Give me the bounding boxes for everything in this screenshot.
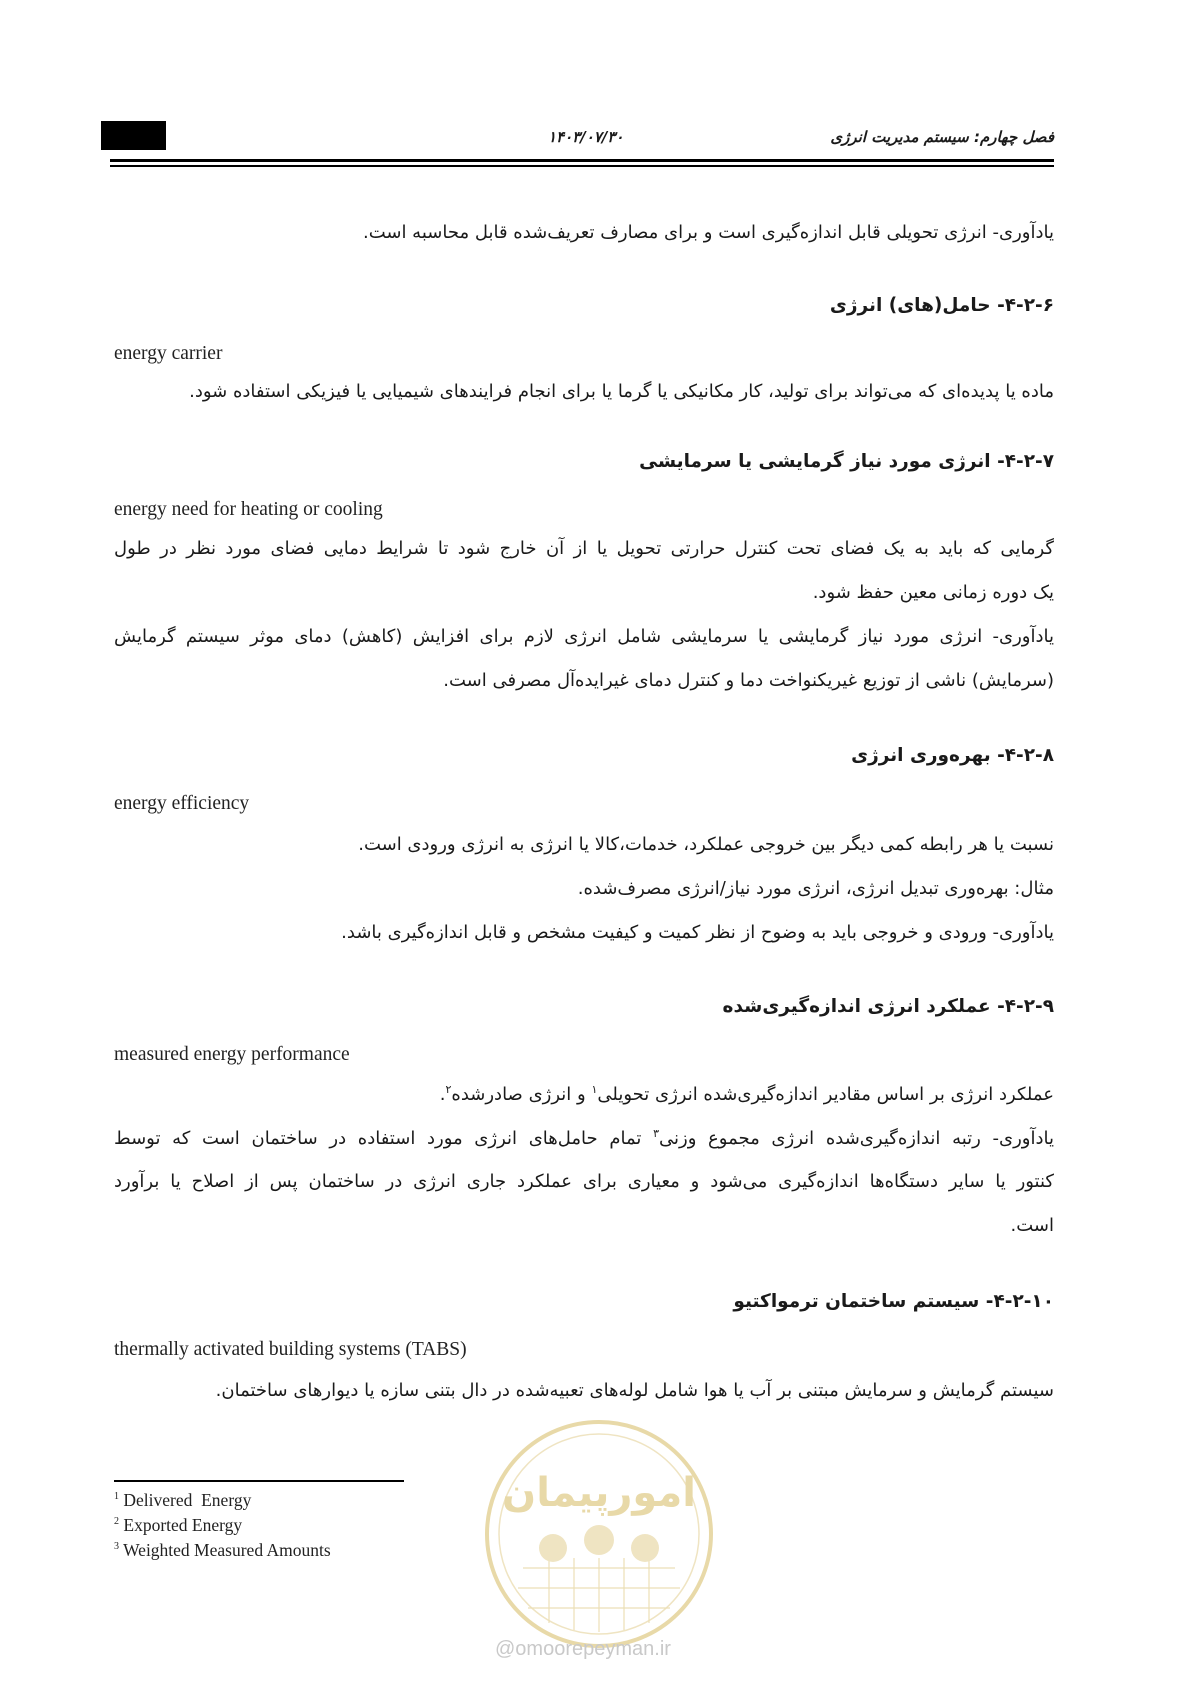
section-heading: ۴-۲-۱۰- سیستم ساختمان ترمواکتیو	[733, 1291, 1054, 1312]
definition-text	[440, 1083, 1054, 1105]
term-english: energy carrier	[114, 343, 223, 364]
footnote-item	[114, 1515, 242, 1536]
note-text-line: کنتور یا سایر دستگاه‌ها اندازه‌گیری می‌شود و معیاری برای عملکرد جاری انرژی در ساختمان پس از اصلاح یا برآورد	[114, 1171, 1054, 1192]
note-text-part: تمام حامل‌های انرژی مورد استفاده در ساختمان است که توسط	[114, 1128, 654, 1149]
footnote-ref: ۱	[591, 1083, 598, 1096]
note-text: یادآوری- ورودی و خروجی باید به وضوح از نظر کمیت و کیفیت مشخص و قابل اندازه‌گیری باشد.	[341, 922, 1054, 943]
definition-text: ماده یا پدیده‌ای که می‌تواند برای تولید، کار مکانیکی یا گرما یا برای انجام فرایندهای شیمیایی یا فیزیکی استفاده شود.	[189, 381, 1054, 402]
definition-text-part: و انرژی صادرشده	[451, 1084, 592, 1105]
header-chapter-title: فصل چهارم: سیستم مدیریت انرژی	[830, 128, 1054, 146]
footnote-number: 1	[114, 1491, 119, 1503]
definition-text-line: یک دوره زمانی معین حفظ شود.	[812, 582, 1054, 603]
term-english: energy need for heating or cooling	[114, 499, 383, 520]
header-rule-thick	[110, 159, 1054, 162]
note-text-line	[114, 1127, 1054, 1149]
footnote-text: Weighted Measured Amounts	[123, 1540, 331, 1560]
footnote-separator	[114, 1480, 404, 1482]
section-heading: ۴-۲-۹- عملکرد انرژی اندازه‌گیری‌شده	[722, 996, 1054, 1017]
note-text-part: یادآوری- رتبه اندازه‌گیری‌شده انرژی مجموع وزنی	[658, 1128, 1055, 1149]
note-text-line: (سرمایش) ناشی از توزیع غیریکنواخت دما و کنترل دمای غیرایده‌آل مصرفی است.	[443, 670, 1054, 691]
definition-text-part: عملکرد انرژی بر اساس مقادیر اندازه‌گیری‌شده انرژی تحویلی	[597, 1084, 1054, 1105]
header-black-block	[101, 121, 166, 150]
section-heading: ۴-۲-۷- انرژی مورد نیاز گرمایشی یا سرمایشی	[639, 451, 1054, 472]
footnote-number: 2	[114, 1516, 119, 1528]
definition-text-part: .	[439, 1084, 446, 1105]
footnote-text: Exported Energy	[123, 1515, 243, 1535]
footnote-ref: ۲	[445, 1083, 452, 1096]
watermark-stamp	[483, 1418, 715, 1650]
section-heading: ۴-۲-۶- حامل(های) انرژی	[829, 295, 1054, 316]
term-english: measured energy performance	[114, 1044, 350, 1065]
section-heading: ۴-۲-۸- بهره‌وری انرژی	[851, 745, 1054, 766]
definition-text: نسبت یا هر رابطه کمی دیگر بین خروجی عملکرد، خدمات،کالا یا انرژی به انرژی ورودی است.	[358, 834, 1054, 855]
header-date: ۱۴۰۳/۰۷/۳۰	[548, 128, 624, 146]
term-english: energy efficiency	[114, 793, 250, 814]
watermark-site: @omoorepeyman.ir	[495, 1638, 671, 1660]
paragraph-note: یادآوری- انرژی تحویلی قابل اندازه‌گیری است و برای مصارف تعریف‌شده قابل محاسبه است.	[362, 222, 1054, 243]
example-text: مثال: بهره‌وری تبدیل انرژی، انرژی مورد نیاز/انرژی مصرف‌شده.	[577, 878, 1054, 899]
footnote-number: 3	[114, 1541, 119, 1553]
definition-text-line: گرمایی که باید به یک فضای تحت کنترل حرارتی تحویل یا از آن خارج شود تا شرایط دمایی فضای مورد نظر در طول	[114, 538, 1054, 559]
footnote-text: Delivered Energy	[123, 1490, 252, 1510]
watermark-logo-text: امورپیمان	[502, 1470, 696, 1516]
note-text-line: است.	[1010, 1215, 1054, 1236]
header-rule-thin	[110, 165, 1054, 167]
definition-text: سیستم گرمایش و سرمایش مبتنی بر آب یا هوا شامل لوله‌های تعبیه‌شده در دال بتنی سازه یا دیوارهای ساختمان.	[215, 1380, 1054, 1401]
footnote-item	[114, 1490, 251, 1511]
note-text-line: یادآوری- انرژی مورد نیاز گرمایشی یا سرمایشی شامل انرژی لازم برای افزایش (کاهش) دمای موثر سیستم گرمایش	[114, 626, 1054, 647]
footnote-ref: ۳	[653, 1127, 659, 1140]
term-english: thermally activated building systems (TABS)	[114, 1339, 467, 1360]
footnote-item	[114, 1540, 331, 1561]
